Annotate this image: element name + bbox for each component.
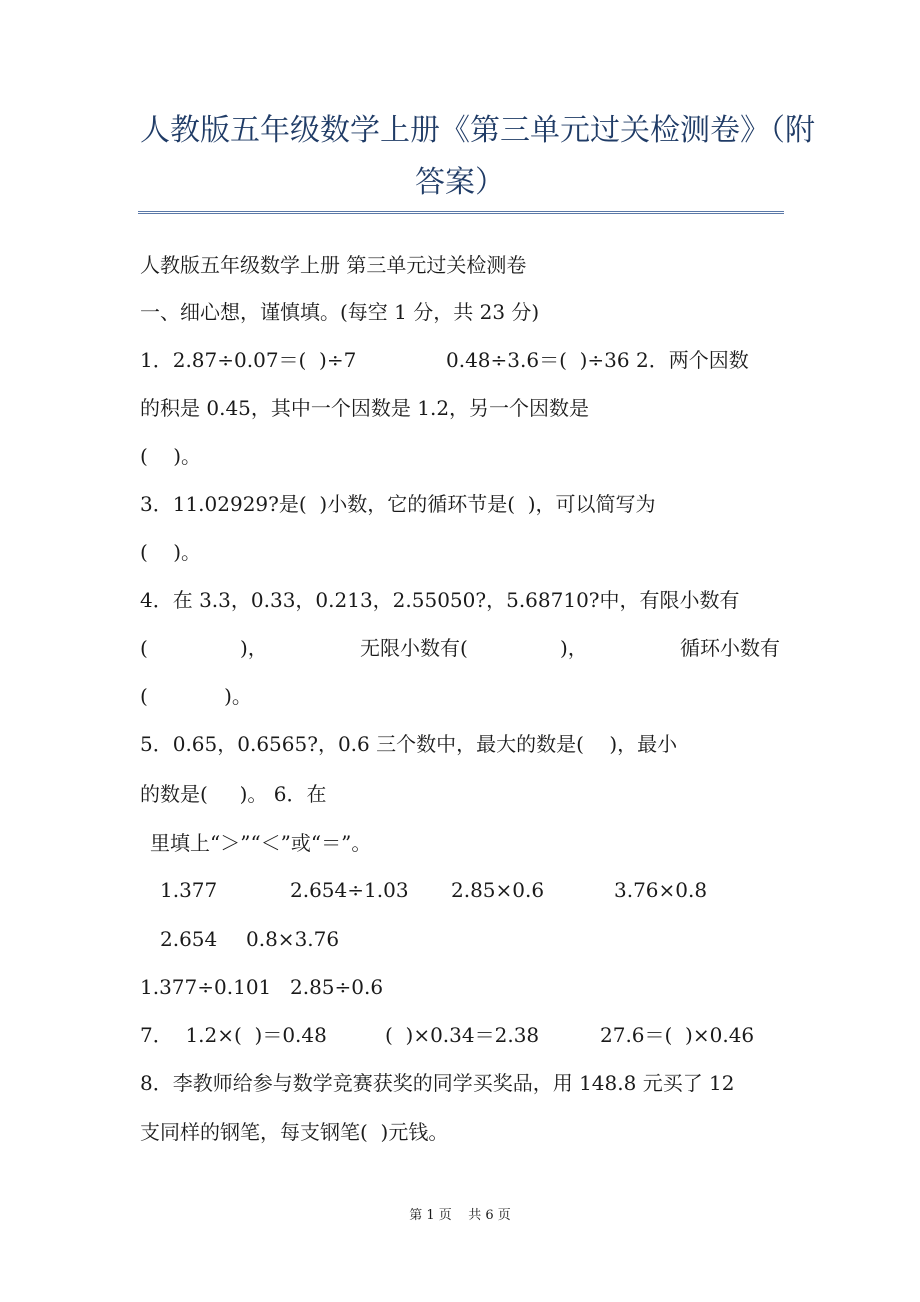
- question-2-blank: ( )。: [140, 444, 202, 468]
- question-6-instruction: 里填上“＞”“＜”或“＝”。: [150, 831, 372, 855]
- comparison-item: 1.377÷0.101: [140, 975, 272, 999]
- comparison-item: 0.8×3.76: [246, 927, 340, 951]
- question-1b-question-2: 0.48÷3.6＝( )÷36 2．两个因数: [446, 348, 749, 372]
- question-7b: ( )×0.34＝2.38: [385, 1023, 540, 1047]
- question-1a: 1．2.87÷0.07＝( )÷7: [140, 348, 357, 372]
- question-4-line-1: 4．在 3.3，0.33，0.213，2.55050?，5.68710?中，有限小数有: [140, 588, 740, 612]
- question-3: 3．11.02929?是( )小数，它的循环节是( )，可以简写为: [140, 492, 656, 516]
- question-4-segment: )，: [240, 636, 268, 660]
- question-7a: 7． 1.2×( )＝0.48: [140, 1023, 327, 1047]
- comparison-item: 3.76×0.8: [614, 878, 708, 902]
- question-5-line-1: 5．0.65，0.6565?，0.6 三个数中，最大的数是( )，最小: [140, 732, 678, 756]
- question-5-line-2: 的数是( )。 6．在: [140, 782, 327, 806]
- title-divider: [138, 211, 784, 214]
- question-8-line-1: 8．李教师给参与数学竞赛获奖的同学买奖品，用 148.8 元买了 12: [140, 1071, 735, 1095]
- question-4-line-3: ( )。: [140, 684, 252, 708]
- comparison-item: 2.85÷0.6: [290, 975, 384, 999]
- comparison-item: 2.85×0.6: [451, 878, 545, 902]
- question-3-blank: ( )。: [140, 540, 202, 564]
- document-title-line-2: 答案）: [415, 165, 505, 200]
- comparison-item: 2.654÷1.03: [290, 878, 409, 902]
- question-4-segment: (: [140, 636, 148, 660]
- question-2-continued: 的积是 0.45，其中一个因数是 1.2，另一个因数是: [140, 396, 590, 420]
- comparison-item: 1.377: [160, 878, 218, 902]
- question-4-segment: 无限小数有(: [360, 636, 468, 660]
- question-8-line-2: 支同样的钢笔，每支钢笔( )元钱。: [140, 1120, 449, 1144]
- subtitle: 人教版五年级数学上册 第三单元过关检测卷: [140, 253, 527, 277]
- question-7c: 27.6＝( )×0.46: [600, 1023, 755, 1047]
- question-4-segment: 循环小数有: [680, 636, 780, 660]
- section-heading: 一、细心想，谨慎填。(每空 1 分，共 23 分): [140, 300, 540, 324]
- question-4-line-2: [140, 638, 780, 658]
- document-title-line-1: 人教版五年级数学上册《第三单元过关检测卷》（附: [140, 113, 815, 148]
- comparison-item: 2.654: [160, 927, 218, 951]
- page-footer: 第 1 页 共 6 页: [409, 1208, 511, 1223]
- question-4-segment: )，: [560, 636, 588, 660]
